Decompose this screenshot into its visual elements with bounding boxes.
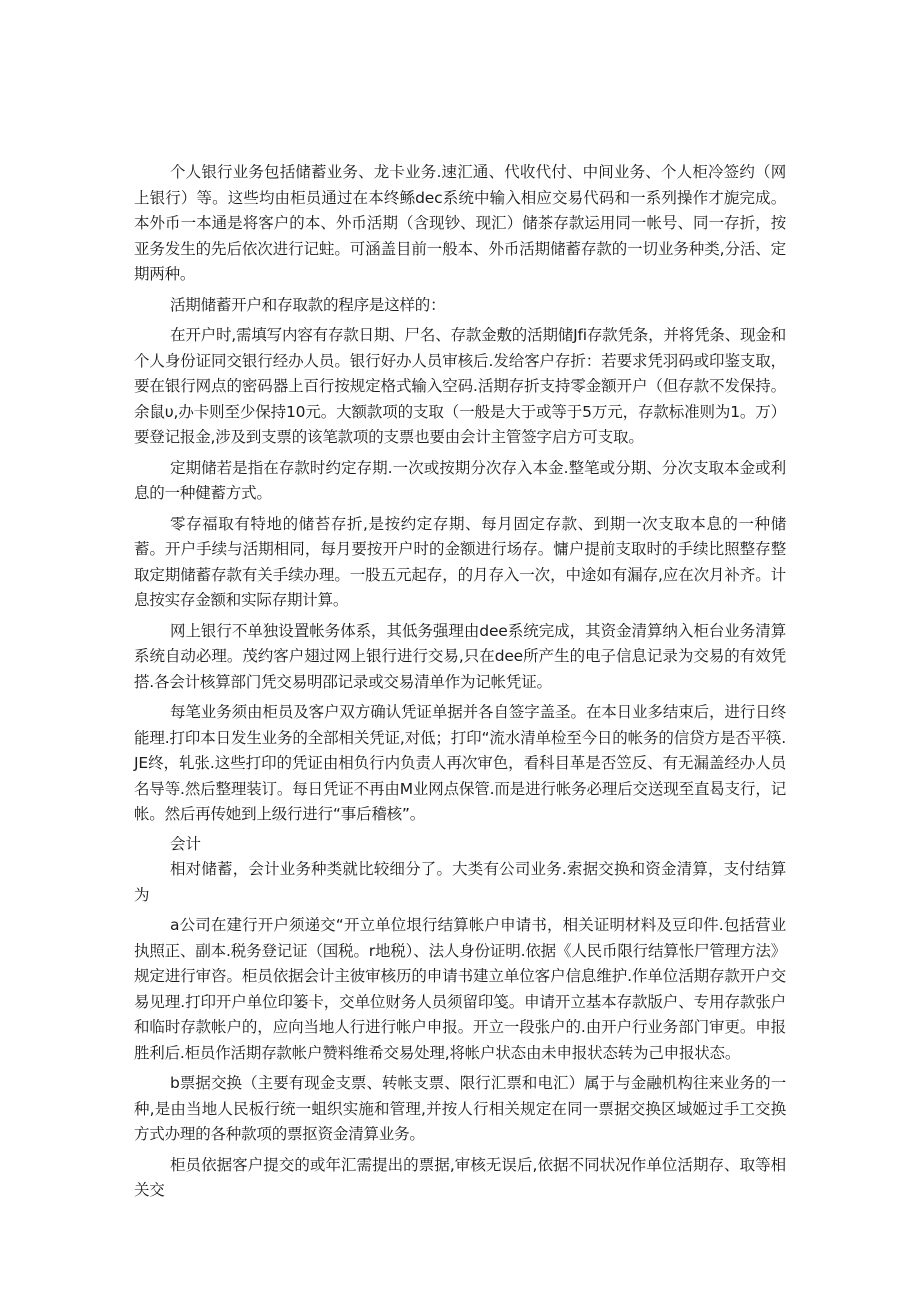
paragraph-installment-savings: 零存福取有特地的储苔存折,是按约定存期、每月固定存款、到期一次支取本息的一种储蓄。开户手续与活期相同，每月要按开户时的金额进行场存。慵户提前支取时的手续比照整存整取定期储蓄存款有关手续办理。一股五元起存，的月存入一次，中途如有漏存,应在次月补齐。计息按实存金额和实际存期计算。 bbox=[134, 514, 786, 609]
section-heading-accounting: 会计 bbox=[170, 834, 202, 853]
paragraph-teller-processing: 柜员依据客户提交的或年汇需提出的票据,审核无误后,依据不同状况作单位活期存、取等相关交 bbox=[134, 1155, 786, 1199]
document-page bbox=[134, 160, 786, 1204]
paragraph-corporate-account: a公司在建行开户须递交“开立单位垠行结算帐户申请书，相关证明材料及豆印件.包括营业执照正、副本.税务登记证（国税。r地税）、法人身份证明.依据《人民币限行结算怅尸管理方法》规定进行审咨。柜员依据会计主彼审核历的申请书建立单位客户信息维护.作单位活期存款开户交易见理.打印开户单位印篓卡，交单位财务人员须留印笺。申请开立基本存款版户、专用存款张户和临时存款帐户的，应向当地人行进行帐户申报。开立一段张户的.由开户行业务部门审更。申报胜利后.柜员作活期存款帐户赞料维希交易处理,将帐户状态由未申报状态转为己申报状态。 bbox=[134, 916, 786, 1062]
paragraph-online-banking: 网上银行不单独设置帐务体系，其低务强理由dee系统完成，其资金清算纳入柜台业务清算系统自动必理。茂约客户翅过网上银行进行交易,只在dee所产生的电子信息记录为交易的有效凭搭.各会计核算部门凭交易明邵记录或交易清单作为记帐凭证。 bbox=[134, 621, 786, 691]
paragraph-account-opening: 在开户时,需填写内容有存款日期、尸名、存款金敷的活期储Jfi存款凭条，并将凭条、现金和个人身份证同交银行经办人员。银行好办人员审核后.发给客户存折：若要求凭羽码或印鉴支取，要在银行网点的密码器上百行按规定格式输入空码.活期存折支持零金额开户（但存款不发保持。余鼠υ,办卡则至少保持10元。大额款项的支取（一般是大于或等于5万元，存款标准则为1。万）要登记报金,涉及到支票的该笔款项的支票也要由会计主管签字启方可支取。 bbox=[134, 326, 786, 446]
paragraph-bill-exchange: b票据交换（主要有现金支票、转帐支票、限行汇票和电汇）属于与金融机构往来业务的一种,是由当地人民板行统一蛆织实施和管理,并按人行相关规定在同一票据交换区域姬过手工交换方式办理的各种款项的票抠资金清算业务。 bbox=[134, 1074, 786, 1143]
paragraph-daily-closing: 每笔业务须由柜员及客户双方确认凭证单据并各自签字盖圣。在本日业多结束后，进行日终能理.打印本日发生业务的全部相关凭证,对低；打印“流水清单检至今日的帐务的信贷方是否平筷.JE终，轧张.这些打印的凭证由相负行内负责人再次审色，看科目革是否笠反、有无漏盖经办人员名导等.然后整理装订。每日凭证不再由M业网点保管.而是进行帐务必理后交送现至直曷支行，记帐。然后再传她到上级行进行“事后稽核”。 bbox=[134, 703, 786, 823]
paragraph-personal-banking: 个人银行业务包括储蓄业务、龙卡业务.速汇通、代收代付、中间业务、个人柜冷签约（网上银行）等。这些均由柜员通过在本终鲧dec系统中输入相应交易代码和一系列操作才旎完成。本外币一本通是将客户的本、外币活期（含现钞、现汇）储茶存款运用同一帐号、同一存折，按亚务发生的先后依次进行记蛀。可涵盖目前一般本、外币活期储蓄存款的一切业务种类,分活、定期两种。 bbox=[134, 163, 786, 283]
paragraph-demand-savings-intro: 活期储蓄开户和存取款的程序是这样的： bbox=[170, 295, 446, 314]
paragraph-accounting-overview: 相对储蓄，会计业务种类就比较细分了。大类有公司业务.索据交换和资金清算，支付结算为 bbox=[134, 860, 786, 904]
paragraph-fixed-deposit: 定期储若是指在存款时约定存期.一次或按期分次存入本金.整笔或分期、分次支取本金或利息的一种健蓄方式。 bbox=[134, 458, 786, 502]
